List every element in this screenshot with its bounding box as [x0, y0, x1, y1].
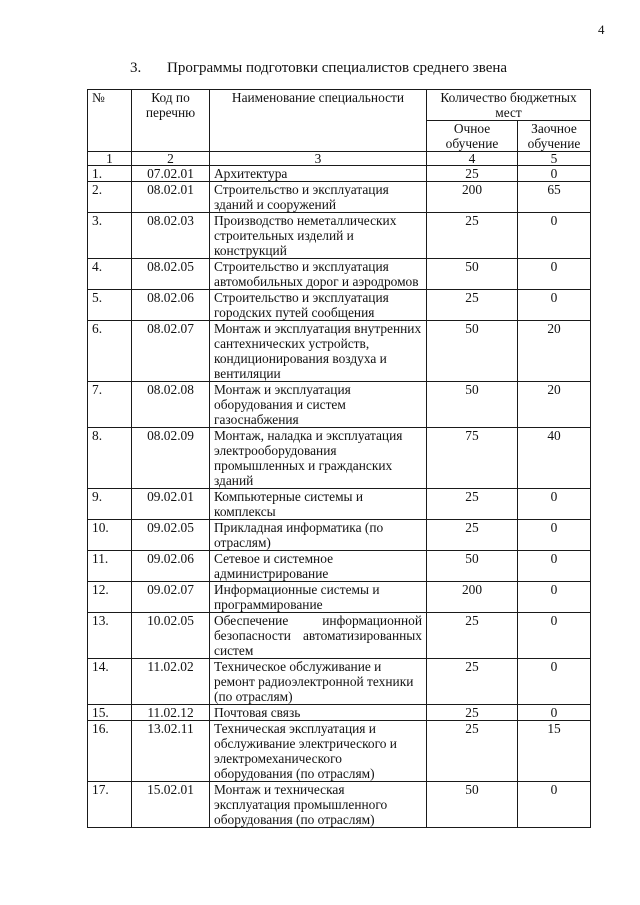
table-row [88, 705, 591, 721]
row-fulltime-places: 200 [427, 582, 518, 613]
row-code: 07.02.01 [132, 166, 210, 182]
row-code: 08.02.01 [132, 182, 210, 213]
row-fulltime-places: 25 [427, 705, 518, 721]
row-parttime-places: 15 [518, 721, 591, 782]
row-specialty-name: Монтаж и эксплуатация оборудования и систем газоснабжения [210, 382, 427, 428]
row-parttime-places: 65 [518, 182, 591, 213]
row-parttime-places: 20 [518, 321, 591, 382]
table-header-row [88, 90, 591, 121]
row-code: 08.02.07 [132, 321, 210, 382]
row-fulltime-places: 25 [427, 721, 518, 782]
row-parttime-places: 20 [518, 382, 591, 428]
row-code: 15.02.01 [132, 782, 210, 828]
row-fulltime-places: 25 [427, 213, 518, 259]
row-specialty-name: Информационные системы и программирование [210, 582, 427, 613]
table-row [88, 551, 591, 582]
section-title-text: Программы подготовки специалистов среднего звена [167, 60, 508, 76]
row-parttime-places: 0 [518, 613, 591, 659]
table-row [88, 166, 591, 182]
table-row [88, 613, 591, 659]
row-number: 5. [88, 290, 132, 321]
table-row [88, 213, 591, 259]
table-row [88, 290, 591, 321]
row-fulltime-places: 25 [427, 290, 518, 321]
row-code: 11.02.12 [132, 705, 210, 721]
row-fulltime-places: 50 [427, 551, 518, 582]
row-fulltime-places: 25 [427, 613, 518, 659]
table-row [88, 520, 591, 551]
row-parttime-places: 0 [518, 213, 591, 259]
index-cell: 4 [427, 152, 518, 166]
section-title [130, 60, 507, 77]
row-specialty-name: Прикладная информатика (по отраслям) [210, 520, 427, 551]
row-number: 3. [88, 213, 132, 259]
row-parttime-places: 0 [518, 290, 591, 321]
row-parttime-places: 0 [518, 259, 591, 290]
row-fulltime-places: 50 [427, 382, 518, 428]
row-specialty-name: Строительство и эксплуатация зданий и сооружений [210, 182, 427, 213]
programs-table [87, 89, 591, 828]
row-number: 4. [88, 259, 132, 290]
row-parttime-places: 0 [518, 166, 591, 182]
row-specialty-name: Архитектура [210, 166, 427, 182]
row-specialty-name: Строительство и эксплуатация автомобильных дорог и аэродромов [210, 259, 427, 290]
table-row [88, 782, 591, 828]
row-fulltime-places: 200 [427, 182, 518, 213]
table-row [88, 259, 591, 290]
row-code: 10.02.05 [132, 613, 210, 659]
row-number: 12. [88, 582, 132, 613]
row-code: 08.02.03 [132, 213, 210, 259]
row-fulltime-places: 50 [427, 259, 518, 290]
index-cell: 1 [88, 152, 132, 166]
row-code: 08.02.08 [132, 382, 210, 428]
row-parttime-places: 0 [518, 582, 591, 613]
row-code: 09.02.05 [132, 520, 210, 551]
row-fulltime-places: 50 [427, 782, 518, 828]
table-row [88, 428, 591, 489]
row-number: 14. [88, 659, 132, 705]
row-number: 16. [88, 721, 132, 782]
row-parttime-places: 0 [518, 659, 591, 705]
row-number: 11. [88, 551, 132, 582]
row-number: 13. [88, 613, 132, 659]
header-number: № [88, 90, 132, 152]
row-fulltime-places: 25 [427, 166, 518, 182]
row-number: 2. [88, 182, 132, 213]
row-code: 08.02.06 [132, 290, 210, 321]
row-number: 9. [88, 489, 132, 520]
page-number: 4 [598, 22, 605, 37]
table-row [88, 659, 591, 705]
header-name: Наименование специальности [210, 90, 427, 152]
row-code: 09.02.06 [132, 551, 210, 582]
row-fulltime-places: 25 [427, 520, 518, 551]
row-number: 10. [88, 520, 132, 551]
table-row [88, 382, 591, 428]
row-number: 15. [88, 705, 132, 721]
index-cell: 5 [518, 152, 591, 166]
row-specialty-name: Монтаж, наладка и эксплуатация электрооборудования промышленных и гражданских зданий [210, 428, 427, 489]
row-specialty-name: Техническая эксплуатация и обслуживание электрического и электромеханического оборудования (по отраслям) [210, 721, 427, 782]
row-specialty-name: Техническое обслуживание и ремонт радиоэлектронной техники (по отраслям) [210, 659, 427, 705]
index-cell: 2 [132, 152, 210, 166]
section-number: 3. [130, 60, 142, 76]
row-number: 7. [88, 382, 132, 428]
row-number: 6. [88, 321, 132, 382]
row-specialty-name: Монтаж и эксплуатация внутренних сантехнических устройств, кондиционирования воздуха и вентиляции [210, 321, 427, 382]
row-fulltime-places: 50 [427, 321, 518, 382]
row-code: 08.02.05 [132, 259, 210, 290]
row-fulltime-places: 25 [427, 489, 518, 520]
row-specialty-name: Производство неметаллических строительных изделий и конструкций [210, 213, 427, 259]
row-code: 09.02.07 [132, 582, 210, 613]
row-parttime-places: 0 [518, 705, 591, 721]
index-cell: 3 [210, 152, 427, 166]
row-parttime-places: 0 [518, 489, 591, 520]
header-budget-places: Количество бюджетных мест [427, 90, 591, 121]
table-row [88, 721, 591, 782]
table-row [88, 489, 591, 520]
row-parttime-places: 40 [518, 428, 591, 489]
table-row [88, 582, 591, 613]
row-code: 08.02.09 [132, 428, 210, 489]
row-specialty-name: Строительство и эксплуатация городских путей сообщения [210, 290, 427, 321]
row-number: 8. [88, 428, 132, 489]
row-number: 17. [88, 782, 132, 828]
row-specialty-name: Обеспечение информационной безопасности автоматизированных систем [210, 613, 427, 659]
row-fulltime-places: 25 [427, 659, 518, 705]
row-code: 13.02.11 [132, 721, 210, 782]
table-row [88, 321, 591, 382]
row-code: 09.02.01 [132, 489, 210, 520]
table-index-row [88, 152, 591, 166]
row-specialty-name: Монтаж и техническая эксплуатация промышленного оборудования (по отраслям) [210, 782, 427, 828]
header-code: Код по перечню [132, 90, 210, 152]
header-parttime: Заочное обучение [518, 121, 591, 152]
row-code: 11.02.02 [132, 659, 210, 705]
table-row [88, 182, 591, 213]
row-fulltime-places: 75 [427, 428, 518, 489]
header-fulltime: Очное обучение [427, 121, 518, 152]
row-parttime-places: 0 [518, 520, 591, 551]
row-specialty-name: Компьютерные системы и комплексы [210, 489, 427, 520]
row-parttime-places: 0 [518, 782, 591, 828]
row-specialty-name: Почтовая связь [210, 705, 427, 721]
row-parttime-places: 0 [518, 551, 591, 582]
row-number: 1. [88, 166, 132, 182]
row-specialty-name: Сетевое и системное администрирование [210, 551, 427, 582]
